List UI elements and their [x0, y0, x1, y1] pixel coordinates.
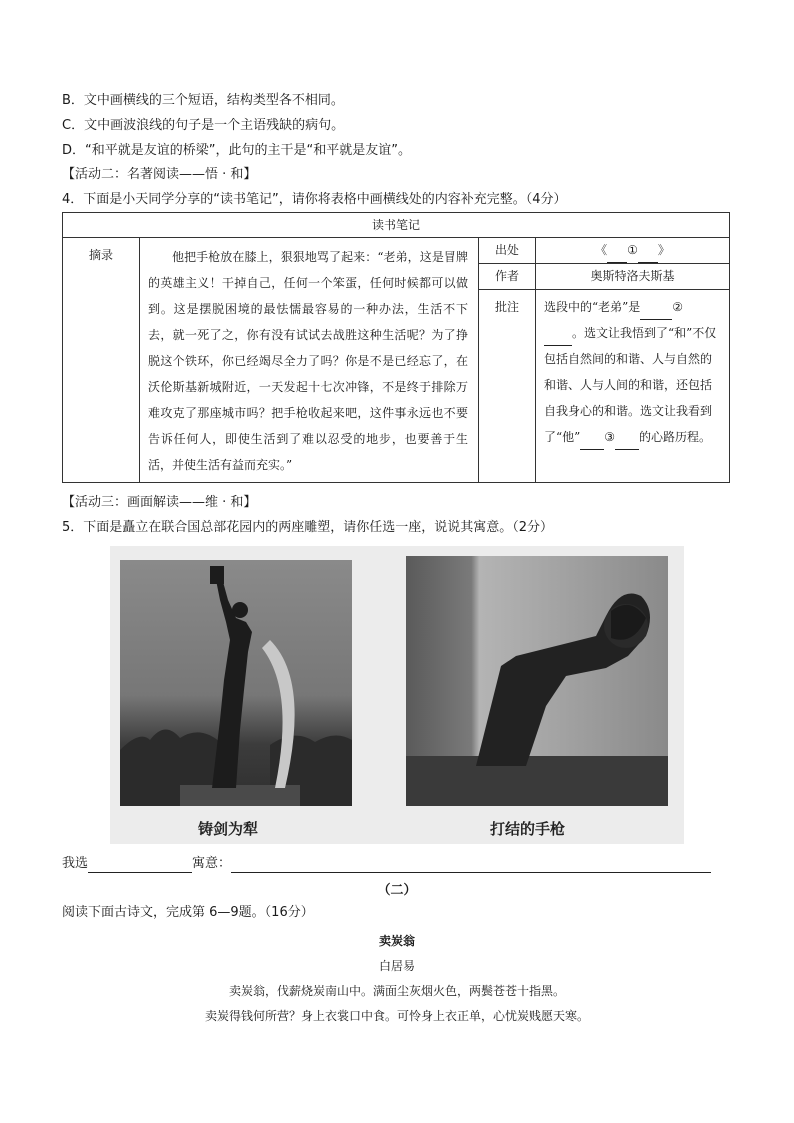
- option-c: C．文中画波浪线的句子是一个主语残缺的病句。: [62, 118, 345, 133]
- choose-blank[interactable]: [88, 858, 192, 873]
- knotted-gun-photo: [406, 556, 668, 806]
- meaning-blank[interactable]: [231, 858, 711, 873]
- source-cell: [536, 238, 730, 264]
- blank-2-marker: ②: [672, 300, 684, 314]
- section-2-heading: （二）: [377, 883, 417, 898]
- sword-to-plough-photo: [120, 560, 352, 806]
- right-caption: 打结的手枪: [490, 820, 566, 838]
- note-title: 读书笔记: [63, 213, 730, 238]
- blank-3-marker: ③: [604, 430, 616, 444]
- poem-title: 卖炭翁: [378, 934, 415, 948]
- excerpt-text: 他把手枪放在膝上，狠狠地骂了起来：“老弟，这是冒牌的英雄主义！干掉自己，任何一个笨蛋，任何时候都可以做到。这是摆脱困境的最怯懦最容易的一种办法，生活不下去，就一死了之，你有没有试试去战胜这种生活呢？为了挣脱这个铁环，你已经竭尽全力了吗？你是不是已经忘了，在沃伦斯基新城附近，一天发起十七次冲锋，不是终于排除万难攻克了那座城市吗？把手枪收起来吧，这件事永远也不要告诉任何人，即使生活到了难以忍受的地步，也要善于生活，并使生活有益而充实。”: [140, 238, 479, 483]
- source-label: 出处: [479, 238, 536, 264]
- comment-part-3: 的心路历程。: [639, 430, 712, 444]
- choose-label: 我选: [62, 856, 89, 871]
- answer-line: [62, 855, 711, 873]
- excerpt-label: 摘录: [63, 238, 140, 483]
- blank-1-marker: ①: [627, 243, 638, 257]
- comment-label: 批注: [479, 290, 536, 483]
- left-caption: 铸剑为犁: [198, 820, 259, 838]
- question-4: 4．下面是小天同学分享的“读书笔记”，请你将表格中画横线处的内容补充完整。（4分）: [62, 192, 567, 207]
- option-b: B．文中画横线的三个短语，结构类型各不相同。: [62, 93, 344, 108]
- activity3-heading: 【活动三：画面解读——维 · 和】: [62, 495, 257, 510]
- question-6-intro: 阅读下面古诗文，完成第 6—9题。（16分）: [62, 905, 314, 920]
- source-prefix: 《: [595, 243, 608, 257]
- poem-line-1: 卖炭翁，伐薪烧炭南山中。满面尘灰烟火色，两鬓苍苍十指黑。: [228, 984, 565, 998]
- knotted-gun-icon: [406, 556, 668, 806]
- poem-author: 白居易: [378, 959, 415, 973]
- source-suffix: 》: [657, 243, 670, 257]
- question-5: 5．下面是矗立在联合国总部花园内的两座雕塑，请你任选一座，说说其寓意。（2分）: [62, 520, 554, 535]
- author-value: 奥斯特洛夫斯基: [536, 264, 730, 290]
- comment-cell: [536, 290, 730, 483]
- poem-line-2: 卖炭得钱何所营？身上衣裳口中食。可怜身上衣正单，心忧炭贱愿天寒。: [204, 1009, 589, 1023]
- meaning-label: 寓意：: [192, 856, 232, 871]
- activity2-heading: 【活动二：名著阅读——悟 · 和】: [62, 167, 257, 182]
- comment-part-1: 选段中的“老弟”是: [544, 300, 641, 314]
- author-label: 作者: [479, 264, 536, 290]
- sculpture-icon: [120, 560, 352, 806]
- option-d: D．“和平就是友谊的桥梁”，此句的主干是“和平就是友谊”。: [62, 143, 411, 158]
- reading-note-table: [62, 212, 730, 483]
- sculpture-photos: [110, 546, 684, 844]
- comment-part-2: 。选文让我悟到了“和”不仅包括自然间的和谐、人与自然的和谐、人与人间的和谐，还包括自我身心的和谐。选文让我看到了“他”: [544, 326, 717, 444]
